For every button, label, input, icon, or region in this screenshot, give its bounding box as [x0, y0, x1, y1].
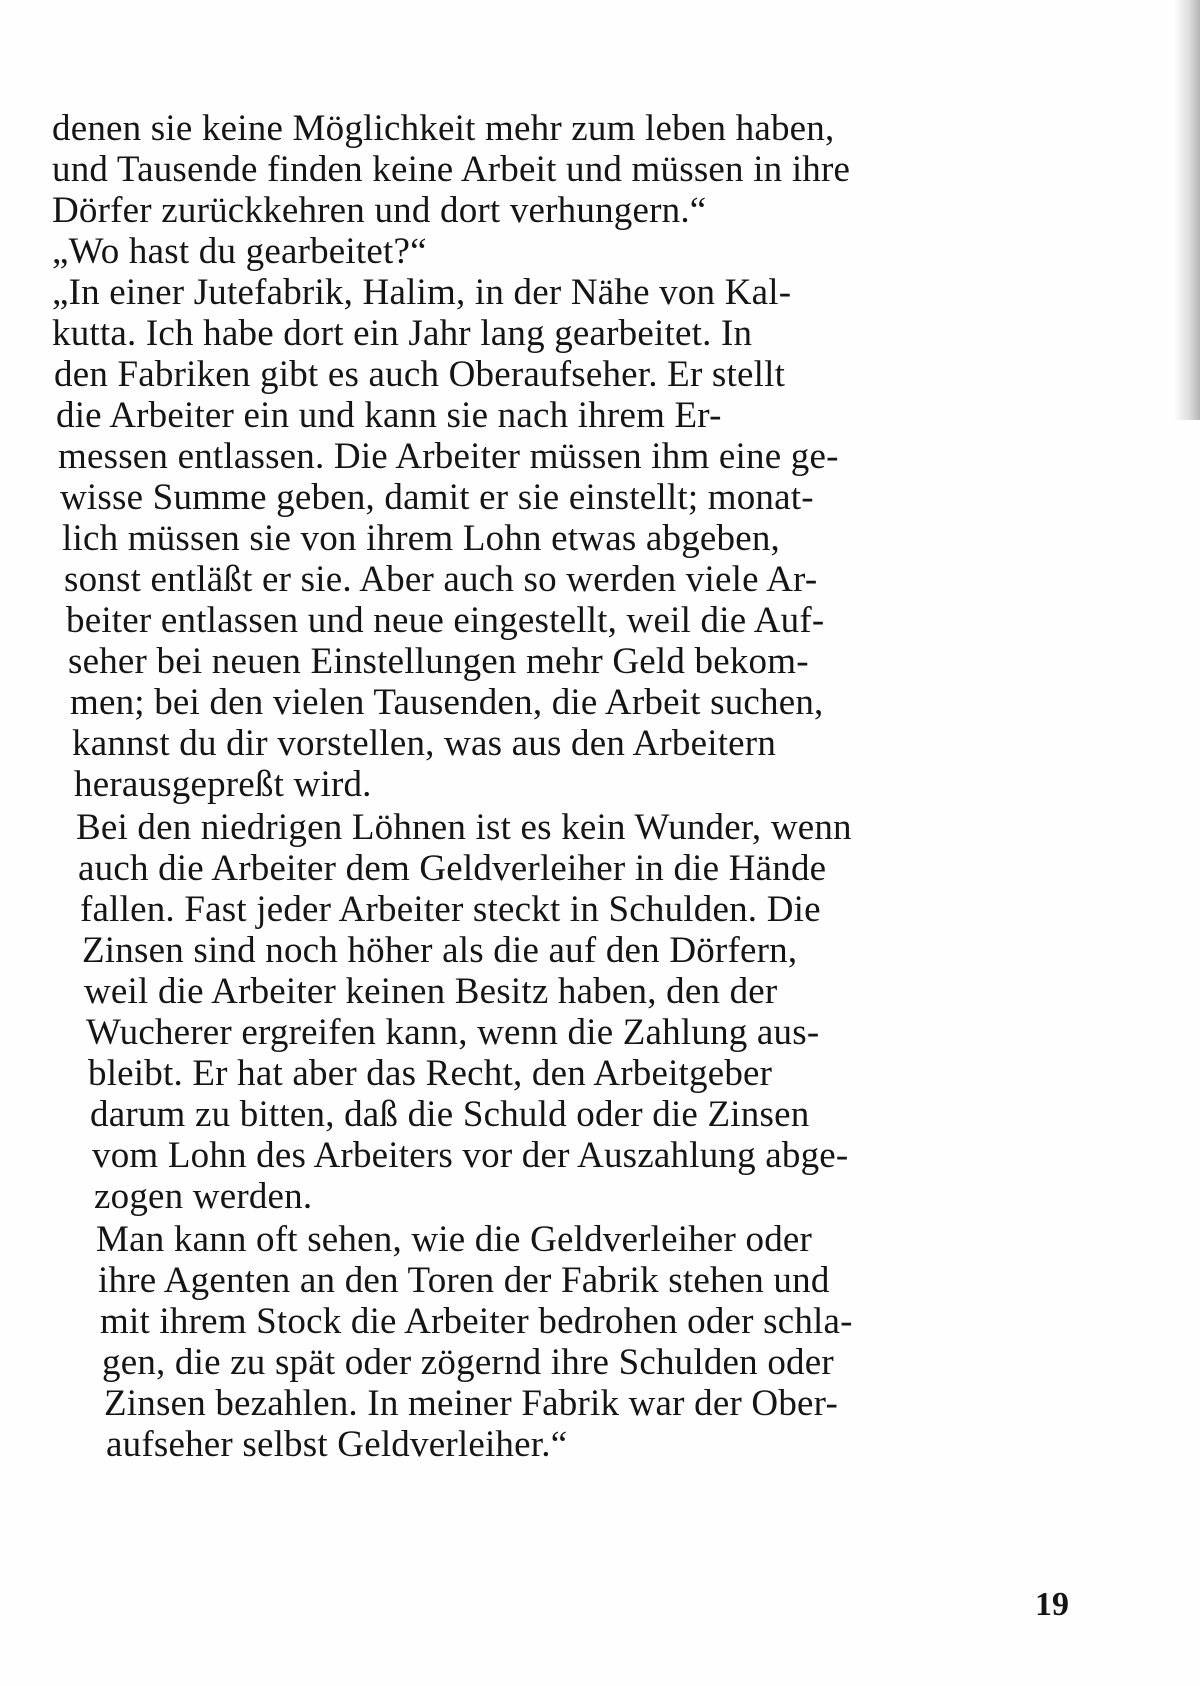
text-line: messen entlassen. Die Arbeiter müssen ihm eine ge- — [58, 436, 839, 477]
text-line: den Fabriken gibt es auch Oberaufseher. Er stellt — [54, 354, 786, 395]
text-line: denen sie keine Möglichkeit mehr zum leben haben, — [52, 108, 835, 149]
text-line: gen, die zu spät oder zögernd ihre Schulden oder — [102, 1342, 834, 1383]
text-line: Man kann oft sehen, wie die Geldverleiher oder — [96, 1219, 813, 1260]
text-line: kannst du dir vorstellen, was aus den Arbeitern — [72, 723, 777, 764]
text-line: bleibt. Er hat aber das Recht, den Arbeitgeber — [88, 1053, 773, 1094]
text-line: sonst entläßt er sie. Aber auch so werden viele Ar- — [64, 559, 818, 600]
text-line: mit ihrem Stock die Arbeiter bedrohen oder schla- — [100, 1301, 853, 1342]
text-line: vom Lohn des Arbeiters vor der Auszahlung abge- — [92, 1135, 849, 1176]
text-line: wisse Summe geben, damit er sie einstellt; monat- — [60, 477, 814, 518]
text-line: lich müssen sie von ihrem Lohn etwas abgeben, — [62, 518, 780, 559]
text-line: weil die Arbeiter keinen Besitz haben, den der — [84, 971, 778, 1012]
text-line: herausgepreßt wird. — [74, 764, 372, 805]
text-line: „Wo hast du gearbeitet?“ — [52, 231, 427, 272]
text-line: Dörfer zurückkehren und dort verhungern.“ — [52, 190, 707, 231]
text-line: die Arbeiter ein und kann sie nach ihrem Er- — [56, 395, 722, 436]
text-line: seher bei neuen Einstellungen mehr Geld bekom- — [68, 641, 809, 682]
text-line: beiter entlassen und neue eingestellt, weil die Auf- — [66, 600, 825, 641]
text-line: men; bei den vielen Tausenden, die Arbeit suchen, — [70, 682, 824, 723]
page-number: 19 — [1035, 1586, 1069, 1623]
text-line: aufseher selbst Geldverleiher.“ — [106, 1424, 568, 1465]
text-line: Wucherer ergreifen kann, wenn die Zahlung aus- — [86, 1012, 820, 1053]
text-line: fallen. Fast jeder Arbeiter steckt in Schulden. Die — [80, 889, 821, 930]
text-line: darum zu bitten, daß die Schuld oder die Zinsen — [90, 1094, 810, 1135]
text-line: Bei den niedrigen Löhnen ist es kein Wunder, wenn — [76, 807, 852, 848]
text-line: und Tausende finden keine Arbeit und müssen in ihre — [52, 149, 851, 190]
text-line: zogen werden. — [94, 1176, 313, 1217]
text-line: Zinsen sind noch höher als die auf den Dörfern, — [82, 930, 798, 971]
text-line: Zinsen bezahlen. In meiner Fabrik war der Ober- — [104, 1383, 838, 1424]
text-line: ihre Agenten an den Toren der Fabrik stehen und — [98, 1260, 830, 1301]
text-line: kutta. Ich habe dort ein Jahr lang gearbeitet. In — [52, 313, 753, 354]
text-line: auch die Arbeiter dem Geldverleiher in die Hände — [78, 848, 827, 889]
text-line: „In einer Jutefabrik, Halim, in der Nähe von Kal- — [52, 272, 792, 313]
